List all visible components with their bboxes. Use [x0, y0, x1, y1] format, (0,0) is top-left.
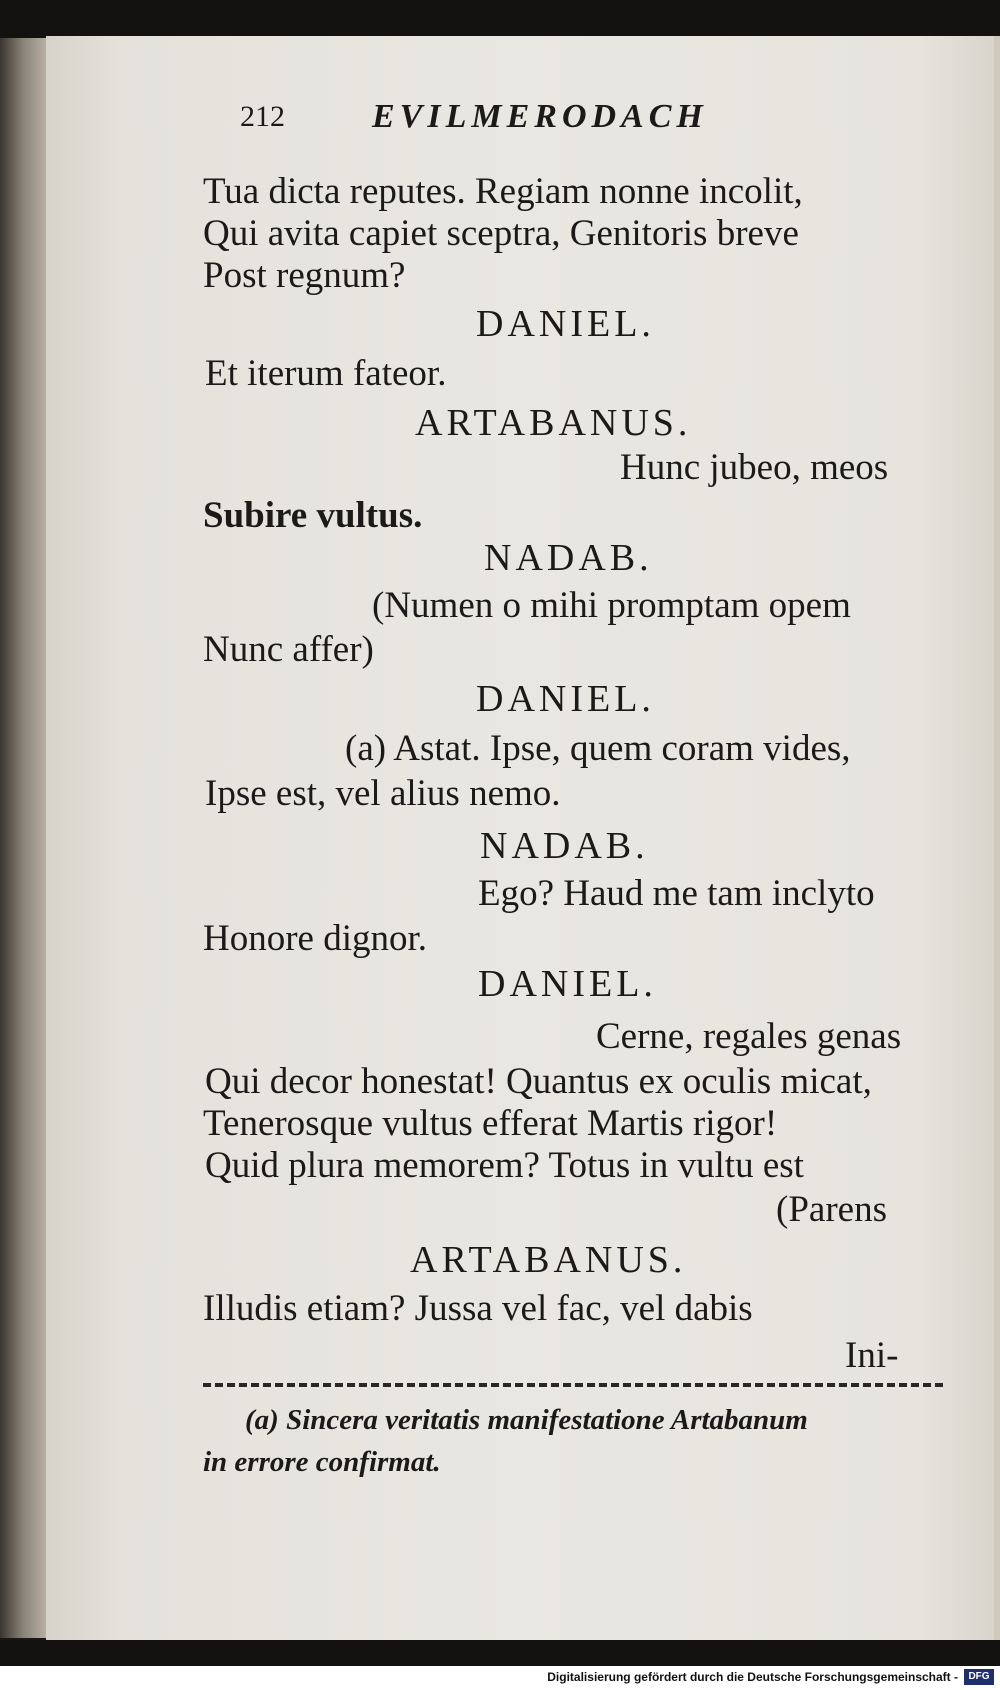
- verse-line: Nunc affer): [203, 629, 374, 670]
- speaker-name: DANIEL.: [476, 678, 655, 720]
- dfg-logo: DFG: [964, 1669, 994, 1685]
- running-title: EVILMERODACH: [372, 98, 708, 135]
- verse-line: (Numen o mihi promptam opem: [372, 585, 851, 626]
- footnote-line: in errore confirmat.: [203, 1446, 441, 1478]
- funding-credit: Digitalisierung gefördert durch die Deutsche Forschungsgemeinschaft -: [547, 1670, 958, 1684]
- credit-strip: [0, 1666, 1000, 1690]
- page-number: 212: [240, 100, 285, 133]
- footnote-line: (a) Sincera veritatis manifestatione Artabanum: [245, 1404, 808, 1436]
- verse-line: Tenerosque vultus efferat Martis rigor!: [203, 1103, 778, 1144]
- page-edge: [994, 36, 1000, 1640]
- verse-line: Tua dicta reputes. Regiam nonne incolit,: [203, 171, 803, 212]
- speaker-name: ARTABANUS.: [415, 402, 692, 444]
- verse-line: Post regnum?: [203, 255, 406, 296]
- speaker-name: NADAB.: [480, 825, 649, 867]
- verse-line: Hunc jubeo, meos: [620, 447, 889, 488]
- verse-line: Illudis etiam? Jussa vel fac, vel dabis: [203, 1288, 753, 1329]
- speaker-name: DANIEL.: [476, 303, 655, 345]
- catchword: Ini-: [845, 1335, 899, 1376]
- speaker-name: NADAB.: [484, 537, 653, 579]
- scan-frame-bottom: [0, 1640, 1000, 1666]
- scan-frame-top: [0, 0, 1000, 38]
- footnote-rule: [203, 1383, 943, 1387]
- verse-line: Quid plura memorem? Totus in vultu est: [205, 1145, 804, 1186]
- verse-line: Honore dignor.: [203, 918, 428, 959]
- verse-line: Et iterum fateor.: [205, 353, 447, 394]
- verse-line: Subire vultus.: [203, 495, 423, 536]
- speaker-name: ARTABANUS.: [410, 1239, 687, 1281]
- verse-line: Qui decor honestat! Quantus ex oculis micat,: [205, 1061, 872, 1102]
- verse-line: Ego? Haud me tam inclyto: [478, 873, 875, 914]
- verse-line: Cerne, regales genas: [596, 1016, 902, 1057]
- verse-line: (a) Astat. Ipse, quem coram vides,: [345, 728, 851, 769]
- verse-line: (Parens: [776, 1189, 887, 1230]
- verse-line: Qui avita capiet sceptra, Genitoris breve: [203, 213, 799, 254]
- speaker-name: DANIEL.: [478, 963, 657, 1005]
- verse-line: Ipse est, vel alius nemo.: [205, 773, 561, 814]
